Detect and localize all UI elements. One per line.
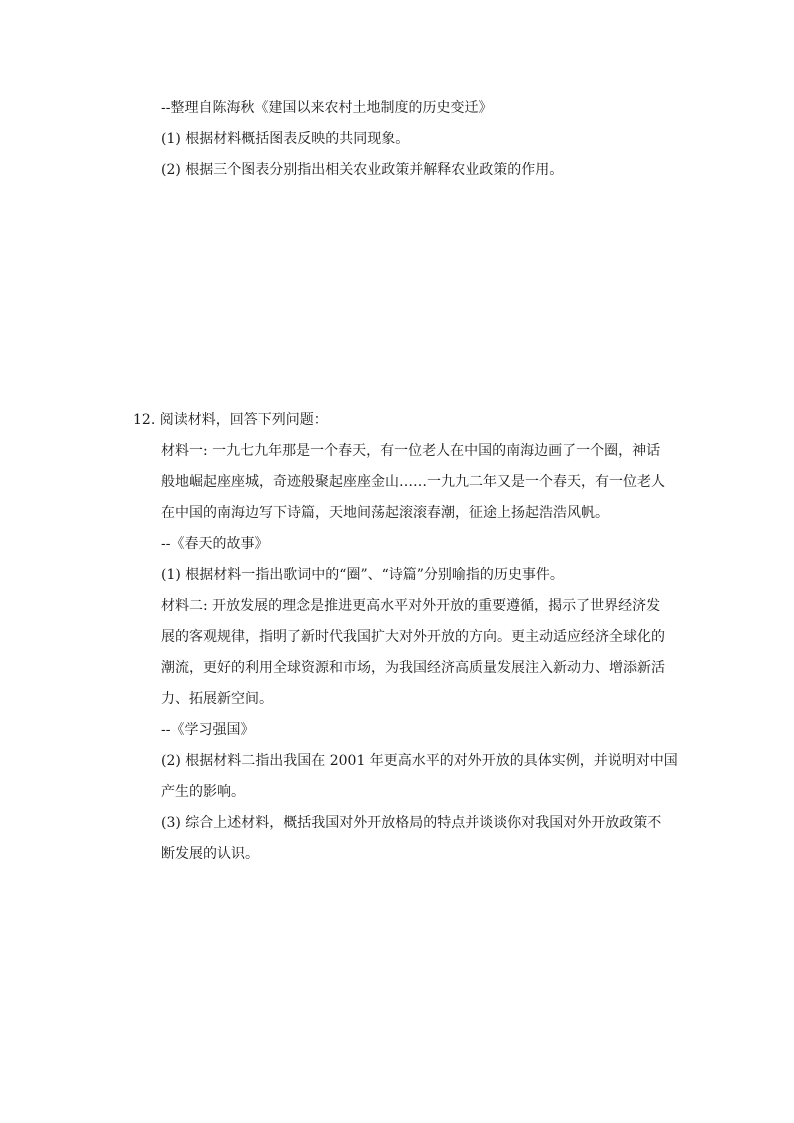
material2-line: 力、拓展新空间。 bbox=[161, 691, 273, 707]
question-12-part-2-cont: 产生的影响。 bbox=[161, 784, 245, 800]
material2-line: 潮流，更好的利用全球资源和市场，为我国经济高质量发展注入新动力、增添新活 bbox=[161, 660, 665, 676]
question-12-header: 12. 阅读材料，回答下列问题： bbox=[133, 412, 328, 428]
material2-source: --《学习强国》 bbox=[161, 722, 255, 738]
question-12-part-3-cont: 断发展的认识。 bbox=[161, 846, 259, 862]
question-12-part-3: (3) 综合上述材料，概括我国对外开放格局的特点并谈谈你对我国对外开放政策不 bbox=[161, 815, 662, 831]
question-part-2: (2) 根据三个图表分别指出相关农业政策并解释农业政策的作用。 bbox=[161, 162, 564, 178]
material1-line: 般地崛起座座城，奇迹般聚起座座金山……一九九二年又是一个春天，有一位老人 bbox=[161, 474, 665, 490]
question-12-part-2: (2) 根据材料二指出我国在 2001 年更高水平的对外开放的具体实例，并说明对中国 bbox=[161, 753, 678, 769]
material2-line: 展的客观规律，指明了新时代我国扩大对外开放的方向。更主动适应经济全球化的 bbox=[161, 629, 665, 645]
question-12-part-1: (1) 根据材料一指出歌词中的“圈”、“诗篇”分别喻指的历史事件。 bbox=[161, 567, 564, 583]
material1-line: 材料一: 一九七九年那是一个春天，有一位老人在中国的南海边画了一个圈，神话 bbox=[161, 443, 661, 459]
question-part-1: (1) 根据材料概括图表反映的共同现象。 bbox=[161, 131, 410, 147]
material2-line: 材料二: 开放发展的理念是推进更高水平对外开放的重要遵循，揭示了世界经济发 bbox=[161, 598, 661, 614]
source-citation: --整理自陈海秋《建国以来农村土地制度的历史变迁》 bbox=[161, 100, 493, 116]
material1-line: 在中国的南海边写下诗篇，天地间荡起滚滚春潮，征途上扬起浩浩风帆。 bbox=[161, 505, 609, 521]
material1-source: --《春天的故事》 bbox=[161, 536, 269, 552]
